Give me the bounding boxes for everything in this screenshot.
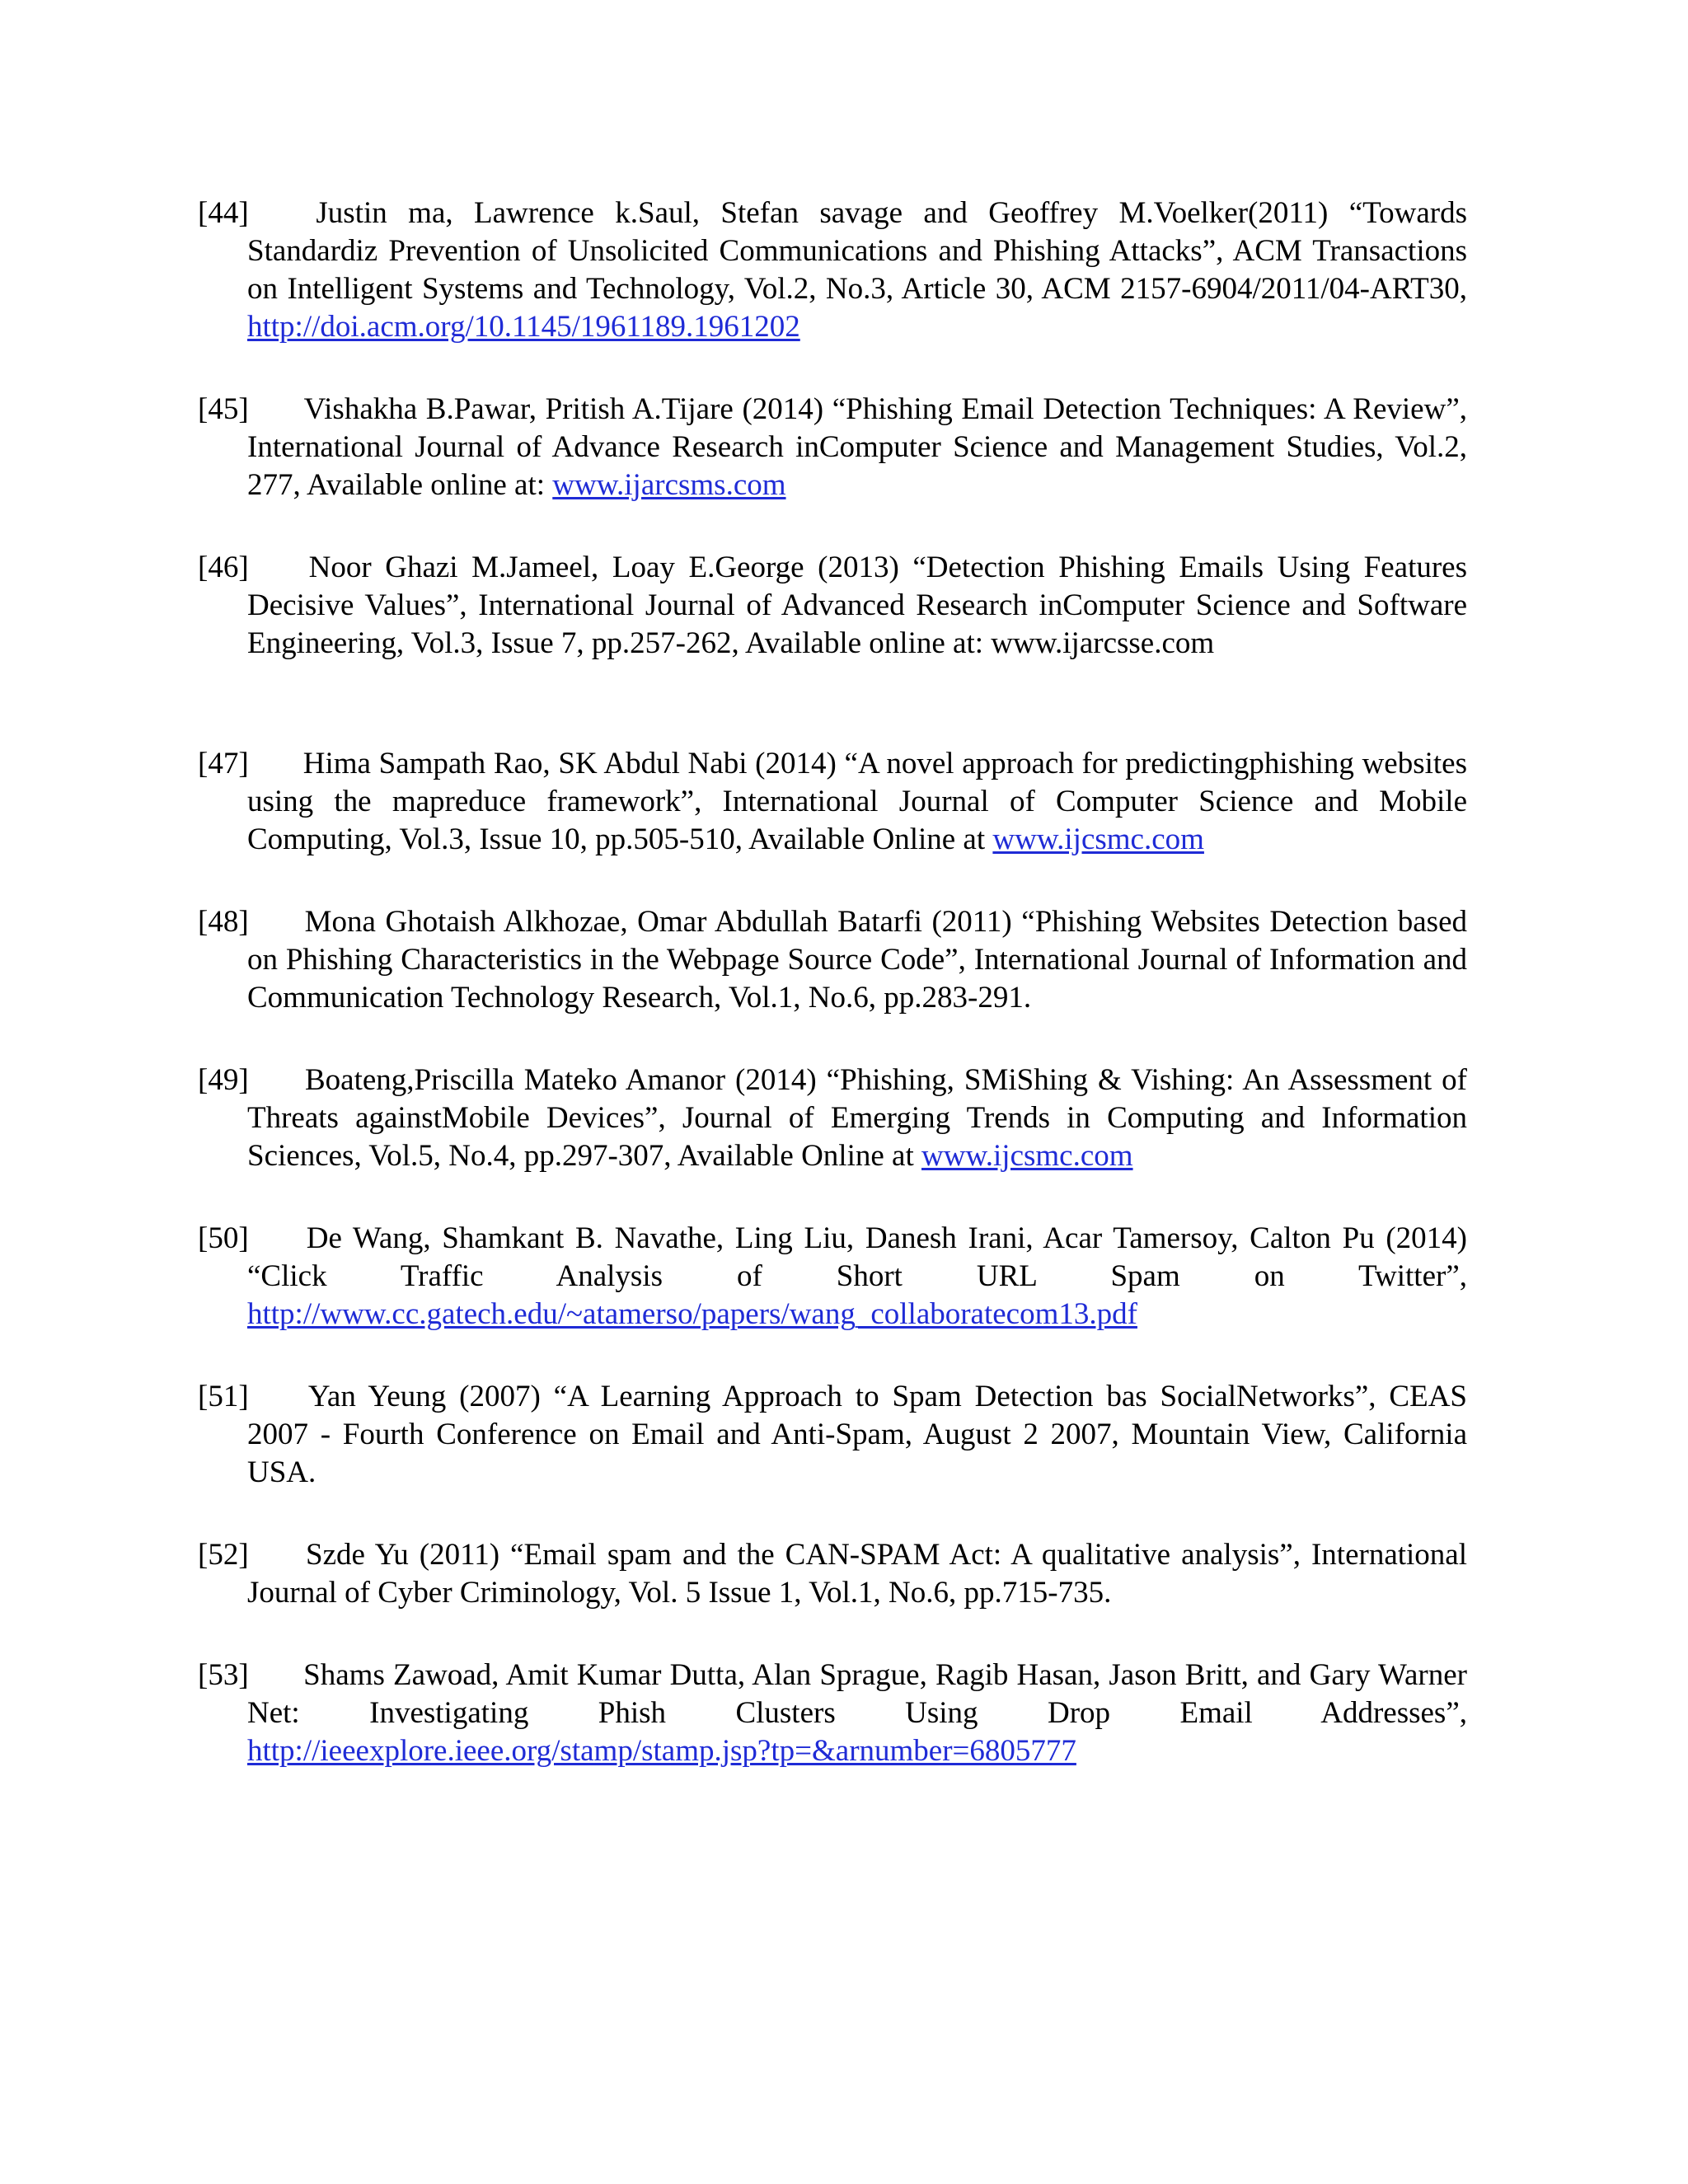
reference-text: Mona Ghotaish Alkhozae, Omar Abdullah Batarfi (2011) “Phishing Websites Detection based on Phishing Characteristics in the Webpage Source Code”, International Journal of Information and Communication Technology Research, Vol.1, No.6, pp.283-291. xyxy=(247,905,1467,1015)
reference-number: [49] xyxy=(198,1063,249,1097)
reference-item xyxy=(198,1657,1467,1770)
reference-text: De Wang, Shamkant B. Navathe, Ling Liu, Danesh Irani, Acar Tamersoy, Calton Pu (2014) “Click Traffic Analysis of Short URL Spam on Twitter”, xyxy=(247,1221,1468,1293)
reference-link[interactable]: www.ijcsmc.com xyxy=(921,1139,1133,1173)
reference-item xyxy=(198,1536,1467,1612)
reference-item xyxy=(198,391,1467,504)
reference-text: Noor Ghazi M.Jameel, Loay E.George (2013) “Detection Phishing Emails Using Features Decisive Values”, International Journal of Advanced Research inComputer Science and Software Engineering, Vol.3, Issue 7, pp.257-262, Available online at: www.ijarcsse.com xyxy=(247,551,1467,660)
reference-text: Yan Yeung (2007) “A Learning Approach to Spam Detection bas SocialNetworks”, CEAS 2007 - Fourth Conference on Email and Anti-Spam, August 2 2007, Mountain View, California USA. xyxy=(247,1380,1468,1489)
reference-text: Boateng,Priscilla Mateko Amanor (2014) “Phishing, SMiShing & Vishing: An Assessment of Threats againstMobile Devices”, Journal of Emerging Trends in Computing and Information Sciences, Vol.5, No.4, pp.297-307, Available Online at xyxy=(247,1063,1467,1173)
reference-number: [48] xyxy=(198,905,249,939)
reference-link[interactable]: http://www.cc.gatech.edu/~atamerso/papers/wang_collaboratecom13.pdf xyxy=(247,1297,1137,1331)
reference-text: Justin ma, Lawrence k.Saul, Stefan savage and Geoffrey M.Voelker(2011) “Towards Standardiz Prevention of Unsolicited Communications and Phishing Attacks”, ACM Transactions on Intelligent Systems and Technology, Vol.2, No.3, Article 30, ACM 2157-6904/2011/04-ART30, xyxy=(247,196,1468,306)
reference-number: [53] xyxy=(198,1658,249,1692)
reference-number: [46] xyxy=(198,551,249,584)
reference-text: Vishakha B.Pawar, Pritish A.Tijare (2014) “Phishing Email Detection Techniques: A Review”, International Journal of Advance Research inComputer Science and Management Studies, Vol.2, 277, Available online at: xyxy=(247,392,1467,502)
reference-text: Hima Sampath Rao, SK Abdul Nabi (2014) “A novel approach for predictingphishing websites using the mapreduce framework”, International Journal of Computer Science and Mobile Computing, Vol.3, Issue 10, pp.505-510, Available Online at xyxy=(247,747,1468,856)
reference-item xyxy=(198,903,1467,1017)
reference-link[interactable]: www.ijarcsms.com xyxy=(552,468,786,502)
reference-number: [44] xyxy=(198,196,249,230)
reference-link[interactable]: www.ijcsmc.com xyxy=(992,823,1204,856)
reference-text: Szde Yu (2011) “Email spam and the CAN-SPAM Act: A qualitative analysis”, International Journal of Cyber Criminology, Vol. 5 Issue 1, Vol.1, No.6, pp.715-735. xyxy=(247,1538,1467,1610)
reference-number: [51] xyxy=(198,1380,249,1413)
reference-link[interactable]: http://ieeexplore.ieee.org/stamp/stamp.jsp?tp=&arnumber=6805777 xyxy=(247,1734,1076,1768)
reference-item xyxy=(198,1378,1467,1492)
reference-number: [50] xyxy=(198,1221,249,1255)
reference-number: [47] xyxy=(198,747,249,780)
reference-item xyxy=(198,1220,1467,1333)
reference-item xyxy=(198,745,1467,859)
reference-item xyxy=(198,194,1467,346)
reference-number: [52] xyxy=(198,1538,249,1572)
reference-link[interactable]: http://doi.acm.org/10.1145/1961189.1961202 xyxy=(247,310,800,344)
reference-item xyxy=(198,549,1467,663)
reference-number: [45] xyxy=(198,392,249,426)
reference-list xyxy=(198,194,1467,1815)
reference-text: Shams Zawoad, Amit Kumar Dutta, Alan Sprague, Ragib Hasan, Jason Britt, and Gary Warner Net: Investigating Phish Clusters Using Drop Email Addresses”, xyxy=(247,1658,1467,1730)
reference-item xyxy=(198,1062,1467,1175)
